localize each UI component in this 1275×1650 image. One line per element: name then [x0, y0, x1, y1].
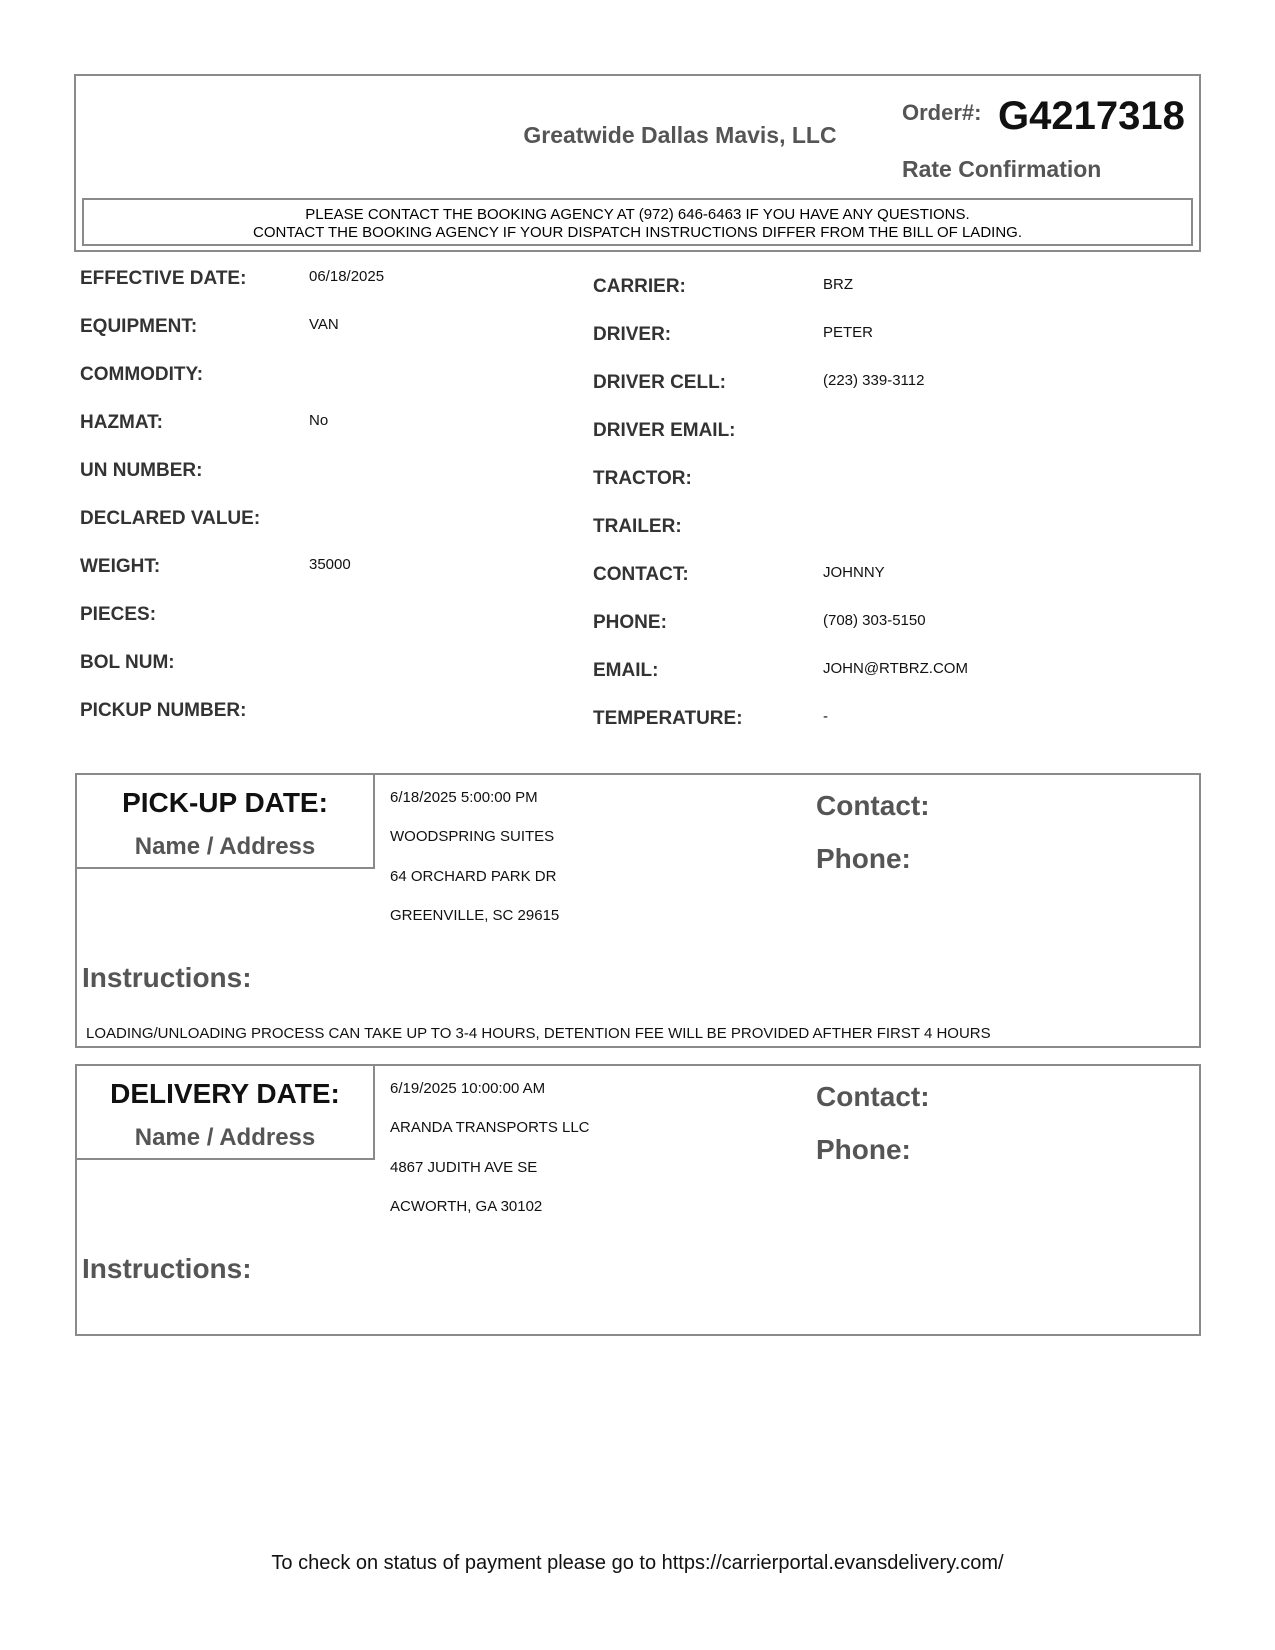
booking-notice	[82, 198, 1193, 246]
pickup-date-title: PICK-UP DATE:	[122, 787, 328, 818]
pickup-instructions-label: Instructions:	[82, 962, 252, 993]
notice-line-1: PLEASE CONTACT THE BOOKING AGENCY AT (972) 646-6463 IF YOU HAVE ANY QUESTIONS.	[305, 206, 970, 223]
pickup-number-label: PICKUP NUMBER:	[80, 700, 247, 721]
pieces-label: PIECES:	[80, 604, 157, 625]
commodity-label: COMMODITY:	[80, 364, 204, 385]
notice-line-2: CONTACT THE BOOKING AGENCY IF YOUR DISPATCH INSTRUCTIONS DIFFER FROM THE BILL OF LADING.	[253, 224, 1022, 241]
equipment-label: EQUIPMENT:	[80, 316, 198, 337]
phone-value: (708) 303-5150	[823, 612, 926, 629]
driver-value: PETER	[823, 324, 874, 341]
hazmat-label: HAZMAT:	[80, 412, 164, 433]
effective-date-label: EFFECTIVE DATE:	[80, 268, 247, 289]
order-label: Order#:	[902, 100, 982, 125]
delivery-date-title: DELIVERY DATE:	[110, 1078, 340, 1109]
pickup-address-line-2: GREENVILLE, SC 29615	[390, 907, 560, 924]
payment-status-footer: To check on status of payment please go to https://carrierportal.evansdelivery.com/	[271, 1552, 1004, 1574]
temperature-label: TEMPERATURE:	[593, 708, 743, 729]
delivery-datetime: 6/19/2025 10:00:00 AM	[390, 1080, 546, 1097]
contact-value: JOHNNY	[823, 564, 885, 581]
driver-label: DRIVER:	[593, 324, 672, 345]
delivery-phone-label: Phone:	[816, 1134, 911, 1165]
delivery-name-address-label: Name / Address	[134, 1124, 316, 1151]
weight-value: 35000	[309, 556, 351, 573]
pickup-datetime: 6/18/2025 5:00:00 PM	[390, 789, 538, 806]
pickup-instructions-text: LOADING/UNLOADING PROCESS CAN TAKE UP TO 3-4 HOURS, DETENTION FEE WILL BE PROVIDED AFTHER FIRST 4 HOURS	[86, 1025, 991, 1042]
weight-label: WEIGHT:	[80, 556, 161, 577]
order-number: G4217318	[998, 94, 1185, 138]
contact-label: CONTACT:	[593, 564, 689, 585]
un-number-label: UN NUMBER:	[80, 460, 203, 481]
carrier-value: BRZ	[823, 276, 853, 293]
delivery-header	[75, 1064, 375, 1160]
document-title: Rate Confirmation	[902, 156, 1102, 182]
pickup-name-address-label: Name / Address	[134, 833, 316, 860]
delivery-address-line-1: 4867 JUDITH AVE SE	[390, 1159, 538, 1176]
delivery-address-line-2: ACWORTH, GA 30102	[390, 1198, 543, 1215]
bol-num-label: BOL NUM:	[80, 652, 175, 673]
equipment-value: VAN	[309, 316, 339, 333]
driver-email-label: DRIVER EMAIL:	[593, 420, 736, 441]
pickup-header	[75, 773, 375, 869]
driver-cell-value: (223) 339-3112	[823, 372, 925, 389]
delivery-contact-label: Contact:	[816, 1081, 930, 1112]
pickup-phone-label: Phone:	[816, 843, 911, 874]
email-value: JOHN@RTBRZ.COM	[823, 660, 968, 677]
declared-value-label: DECLARED VALUE:	[80, 508, 261, 529]
phone-label: PHONE:	[593, 612, 667, 633]
pickup-address-line-1: 64 ORCHARD PARK DR	[390, 868, 557, 885]
delivery-instructions-label: Instructions:	[82, 1253, 252, 1284]
driver-cell-label: DRIVER CELL:	[593, 372, 726, 393]
effective-date-value: 06/18/2025	[309, 268, 385, 285]
email-label: EMAIL:	[593, 660, 659, 681]
pickup-contact-label: Contact:	[816, 790, 930, 821]
carrier-label: CARRIER:	[593, 276, 686, 297]
temperature-value: -	[823, 708, 828, 725]
tractor-label: TRACTOR:	[593, 468, 692, 489]
pickup-name: WOODSPRING SUITES	[390, 828, 555, 845]
delivery-name: ARANDA TRANSPORTS LLC	[390, 1119, 590, 1136]
company-name: Greatwide Dallas Mavis, LLC	[523, 122, 837, 148]
trailer-label: TRAILER:	[593, 516, 682, 537]
hazmat-value: No	[309, 412, 329, 429]
